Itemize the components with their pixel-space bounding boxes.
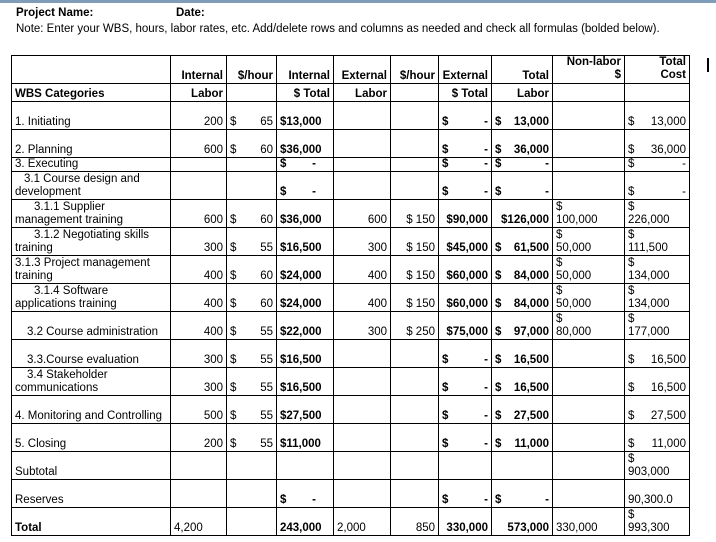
internal-hours[interactable]: 400: [171, 284, 227, 312]
table-row: [12, 396, 690, 424]
external-total[interactable]: $ -: [439, 480, 492, 508]
external-total[interactable]: $ -: [439, 368, 492, 396]
external-total[interactable]: $90,000: [439, 200, 492, 228]
col-rate-2[interactable]: $/hour: [391, 56, 439, 84]
internal-total[interactable]: $11,000: [277, 424, 334, 452]
project-name-label: Project Name:: [16, 7, 94, 19]
row-label[interactable]: Subtotal: [12, 452, 171, 480]
internal-total[interactable]: $27,500: [277, 396, 334, 424]
total-labor[interactable]: $ 16,500: [492, 368, 553, 396]
total-labor[interactable]: $ -: [492, 172, 553, 200]
col-wbs[interactable]: WBS Categories: [12, 84, 171, 102]
table-row: [12, 172, 690, 200]
table-row: [12, 228, 690, 256]
col-internal-total[interactable]: Internal: [277, 56, 334, 84]
external-total[interactable]: $ -: [439, 396, 492, 424]
internal-total[interactable]: $22,000: [277, 312, 334, 340]
row-label[interactable]: 3.4 Stakeholder communications: [12, 368, 171, 396]
total-labor[interactable]: $ 16,500: [492, 340, 553, 368]
internal-total[interactable]: $ -: [277, 480, 334, 508]
table-row: [12, 424, 690, 452]
external-hours[interactable]: 400: [334, 284, 391, 312]
external-rate[interactable]: $ 150: [391, 200, 439, 228]
table-row: [12, 312, 690, 340]
external-rate[interactable]: $ 250: [391, 312, 439, 340]
table-row: [12, 102, 690, 130]
rate-cell[interactable]: $ 65: [227, 102, 277, 130]
internal-total[interactable]: $16,500: [277, 340, 334, 368]
col-external-total-sub[interactable]: $ Total: [439, 84, 492, 102]
table-row: [12, 284, 690, 312]
rate-cell[interactable]: $ 55: [227, 228, 277, 256]
row-label[interactable]: 3.1.3 Project management training: [12, 256, 171, 284]
external-total[interactable]: $ -: [439, 158, 492, 172]
external-rate[interactable]: $ 150: [391, 256, 439, 284]
col-total-labor[interactable]: Total: [492, 56, 553, 84]
date-label: Date:: [176, 7, 205, 19]
external-total[interactable]: $ -: [439, 424, 492, 452]
note-text: Note: Enter your WBS, hours, labor rates, etc. Add/delete rows and columns as needed and check all formulas (bolded below).: [16, 23, 660, 35]
internal-total[interactable]: $16,500: [277, 228, 334, 256]
total-cost[interactable]: $ 16,500: [625, 368, 690, 396]
total-labor[interactable]: $ 84,000: [492, 284, 553, 312]
total-cost[interactable]: $ -: [625, 158, 690, 172]
col-internal[interactable]: Internal: [171, 56, 227, 84]
external-rate[interactable]: $ 150: [391, 284, 439, 312]
total-labor[interactable]: $ 11,000: [492, 424, 553, 452]
nonlabor[interactable]: $ 50,000: [553, 256, 625, 284]
rate-cell[interactable]: $ 60: [227, 130, 277, 158]
internal-hours[interactable]: 300: [171, 368, 227, 396]
nonlabor[interactable]: $ 50,000: [553, 228, 625, 256]
total-labor[interactable]: $ 27,500: [492, 396, 553, 424]
row-label[interactable]: Reserves: [12, 480, 171, 508]
header-row-1: [12, 56, 690, 84]
total-labor[interactable]: $ -: [492, 480, 553, 508]
row-label[interactable]: 2. Planning: [12, 130, 171, 158]
total-labor[interactable]: $ 97,000: [492, 312, 553, 340]
external-rate[interactable]: 850: [391, 508, 439, 536]
total-labor[interactable]: $ 36,000: [492, 130, 553, 158]
internal-hours[interactable]: 200: [171, 424, 227, 452]
row-label[interactable]: 1. Initiating: [12, 102, 171, 130]
internal-total[interactable]: 243,000: [277, 508, 334, 536]
col-total-cost-unit: Cost: [660, 69, 686, 81]
col-total-cost: Total: [659, 56, 686, 68]
rate-cell[interactable]: $ 60: [227, 200, 277, 228]
total-labor[interactable]: $ -: [492, 158, 553, 172]
external-total[interactable]: 330,000: [439, 508, 492, 536]
table-row: [12, 368, 690, 396]
row-label[interactable]: Total: [12, 508, 171, 536]
external-total[interactable]: $ -: [439, 130, 492, 158]
row-label[interactable]: 3.1.2 Negotiating skills training: [12, 228, 171, 256]
internal-total[interactable]: $36,000: [277, 200, 334, 228]
table-row: [12, 200, 690, 228]
rate-cell[interactable]: $ 55: [227, 396, 277, 424]
col-nonlabor-unit: $: [614, 69, 621, 81]
total-cost[interactable]: $ 993,300: [625, 508, 690, 536]
nonlabor[interactable]: 330,000: [553, 508, 625, 536]
external-rate[interactable]: $ 150: [391, 228, 439, 256]
cell-cursor: [707, 58, 709, 72]
internal-hours[interactable]: 300: [171, 340, 227, 368]
col-internal-total-sub[interactable]: $ Total: [277, 84, 334, 102]
row-label[interactable]: 3.1 Course design and development: [12, 172, 171, 200]
rate-cell[interactable]: $ 60: [227, 256, 277, 284]
total-cost[interactable]: $ 903,000: [625, 452, 690, 480]
external-total[interactable]: $60,000: [439, 284, 492, 312]
total-cost[interactable]: $ 11,000: [625, 424, 690, 452]
total-labor[interactable]: $ 61,500: [492, 228, 553, 256]
external-hours[interactable]: 300: [334, 312, 391, 340]
external-hours[interactable]: 600: [334, 200, 391, 228]
nonlabor[interactable]: $ 80,000: [553, 312, 625, 340]
total-cost[interactable]: $ 111,500: [625, 228, 690, 256]
internal-hours[interactable]: 400: [171, 312, 227, 340]
total-labor[interactable]: $126,000: [492, 200, 553, 228]
row-label[interactable]: 3.1.4 Software applications training: [12, 284, 171, 312]
internal-hours[interactable]: 500: [171, 396, 227, 424]
internal-hours[interactable]: 400: [171, 256, 227, 284]
internal-total[interactable]: $36,000: [277, 130, 334, 158]
total-cost[interactable]: 90,300.0: [625, 480, 690, 508]
row-label[interactable]: 4. Monitoring and Controlling: [12, 396, 171, 424]
col-internal-sub[interactable]: Labor: [171, 84, 227, 102]
total-cost[interactable]: $ 13,000: [625, 102, 690, 130]
col-rate[interactable]: $/hour: [227, 56, 277, 84]
external-total[interactable]: $75,000: [439, 312, 492, 340]
internal-total[interactable]: $24,000: [277, 256, 334, 284]
external-total[interactable]: $ -: [439, 102, 492, 130]
table-row: [12, 158, 690, 172]
internal-total[interactable]: $ -: [277, 172, 334, 200]
internal-total[interactable]: $24,000: [277, 284, 334, 312]
rate-cell[interactable]: $ 55: [227, 312, 277, 340]
rate-cell[interactable]: $ 55: [227, 368, 277, 396]
row-label[interactable]: 3.2 Course administration: [12, 312, 171, 340]
external-hours[interactable]: 2,000: [334, 508, 391, 536]
top-border: [0, 0, 716, 3]
table-row: [12, 130, 690, 158]
total-cost[interactable]: $ 177,000: [625, 312, 690, 340]
external-total[interactable]: $ -: [439, 340, 492, 368]
budget-table: [11, 55, 690, 536]
col-external[interactable]: External: [334, 56, 391, 84]
external-hours[interactable]: 400: [334, 256, 391, 284]
row-label[interactable]: 3.3.Course evaluation: [12, 340, 171, 368]
total-cost[interactable]: $ 16,500: [625, 340, 690, 368]
nonlabor[interactable]: $ 50,000: [553, 284, 625, 312]
external-total[interactable]: $ -: [439, 172, 492, 200]
internal-total[interactable]: $ -: [277, 158, 334, 172]
internal-hours[interactable]: 300: [171, 228, 227, 256]
internal-hours[interactable]: 600: [171, 130, 227, 158]
total-cost[interactable]: $ 134,000: [625, 256, 690, 284]
total-cost[interactable]: $ 27,500: [625, 396, 690, 424]
col-external-total[interactable]: External: [439, 56, 492, 84]
rate-cell[interactable]: $ 55: [227, 424, 277, 452]
total-cost[interactable]: $ 134,000: [625, 284, 690, 312]
table-row: [12, 340, 690, 368]
internal-hours[interactable]: 4,200: [171, 508, 227, 536]
col-nonlabor: Non-labor: [566, 56, 621, 68]
table-row: [12, 256, 690, 284]
row-label[interactable]: 5. Closing: [12, 424, 171, 452]
header-row-2: [12, 84, 690, 102]
col-external-sub[interactable]: Labor: [334, 84, 391, 102]
rate-cell[interactable]: $ 60: [227, 284, 277, 312]
col-total-labor-sub[interactable]: Labor: [492, 84, 553, 102]
internal-hours[interactable]: 200: [171, 102, 227, 130]
rate-cell[interactable]: $ 55: [227, 340, 277, 368]
internal-total[interactable]: $13,000: [277, 102, 334, 130]
external-total[interactable]: $60,000: [439, 256, 492, 284]
total-labor[interactable]: $ 13,000: [492, 102, 553, 130]
total-labor[interactable]: 573,000: [492, 508, 553, 536]
total-cost[interactable]: $ 226,000: [625, 200, 690, 228]
external-total[interactable]: $45,000: [439, 228, 492, 256]
reserves-row: [12, 480, 690, 508]
total-cost[interactable]: $ 36,000: [625, 130, 690, 158]
total-row: [12, 508, 690, 536]
row-label[interactable]: 3.1.1 Supplier management training: [12, 200, 171, 228]
total-labor[interactable]: $ 84,000: [492, 256, 553, 284]
external-hours[interactable]: 300: [334, 228, 391, 256]
nonlabor[interactable]: $ 100,000: [553, 200, 625, 228]
subtotal-row: [12, 452, 690, 480]
internal-total[interactable]: $16,500: [277, 368, 334, 396]
total-cost[interactable]: $ -: [625, 172, 690, 200]
internal-hours[interactable]: 600: [171, 200, 227, 228]
row-label[interactable]: 3. Executing: [12, 158, 171, 172]
